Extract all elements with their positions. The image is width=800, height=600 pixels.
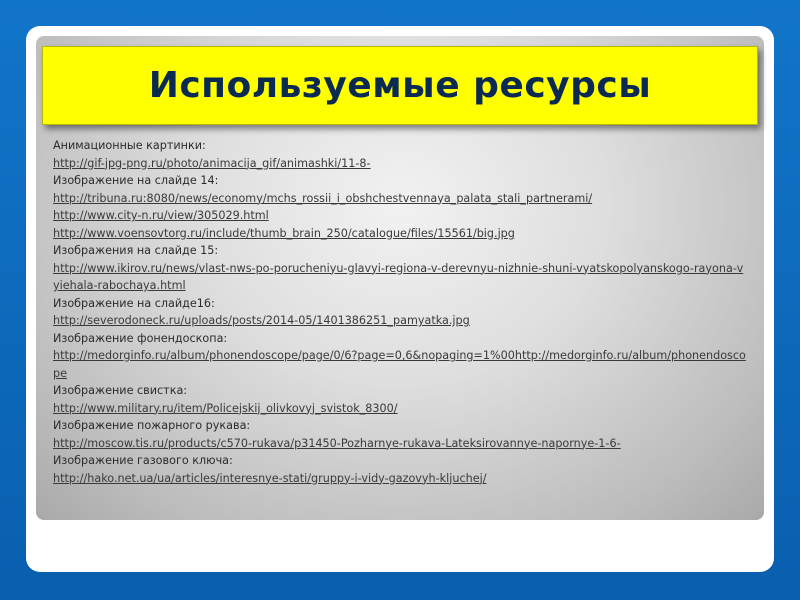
resource-link[interactable]: http://hako.net.ua/ua/articles/interesnye-stati/gruppy-i-vidy-gazovyh-kljuchej/ (53, 471, 487, 485)
resource-link[interactable]: http://severodoneck.ru/uploads/posts/2014-05/1401386251_pamyatka.jpg (53, 314, 470, 327)
resource-link[interactable]: http://moscow.tis.ru/products/c570-rukava/p31450-Pozharnye-rukava-Lateksirovannye-napornye-1-6- (53, 436, 621, 450)
resource-label: Изображение свистка: (53, 384, 188, 397)
resource-link[interactable]: http://www.voensovtorg.ru/include/thumb_brain_250/catalogue/files/15561/big.jpg (53, 226, 515, 240)
resource-link[interactable]: http://tribuna.ru:8080/news/economy/mchs_rossii_i_obshchestvennaya_palata_stali_partnerami/ (53, 191, 593, 205)
resource-label: Изображение пожарного рукава: (53, 419, 251, 432)
resource-link[interactable]: http://www.military.ru/item/Policejskij_olivkovyj_svistok_8300/ (53, 401, 398, 415)
resource-label: Изображение газового ключа: (53, 454, 233, 467)
resource-link[interactable]: http://gif-jpg-png.ru/photo/animacija_gif/animashki/11-8- (53, 156, 371, 170)
resource-label: Изображение на слайде16: (53, 296, 215, 310)
slide-title: Используемые ресурсы (148, 65, 652, 106)
resource-label: Изображения на слайде 15: (53, 244, 219, 257)
resource-link[interactable]: http://www.ikirov.ru/news/vlast-nws-po-porucheniyu-glavyi-regiona-v-derevnyu-nizhnie-shuni-vyatskopolyanskogo-rayona-vyiehala-rabochaya.html (53, 261, 744, 292)
resource-label: Изображение на слайде 14: (53, 174, 219, 187)
title-banner (42, 46, 758, 125)
resource-link[interactable]: http://www.city-n.ru/view/305029.html (53, 209, 269, 222)
resource-link[interactable]: http://medorginfo.ru/album/phonendoscope/page/0/6?page=0,6&nopaging=1%00http://medorginfo.ru/album/phonendoscope (53, 349, 746, 380)
resource-label: Анимационные картинки: (53, 139, 206, 152)
resources-list (53, 137, 749, 487)
resource-label: Изображение фонендоскопа: (53, 331, 228, 345)
